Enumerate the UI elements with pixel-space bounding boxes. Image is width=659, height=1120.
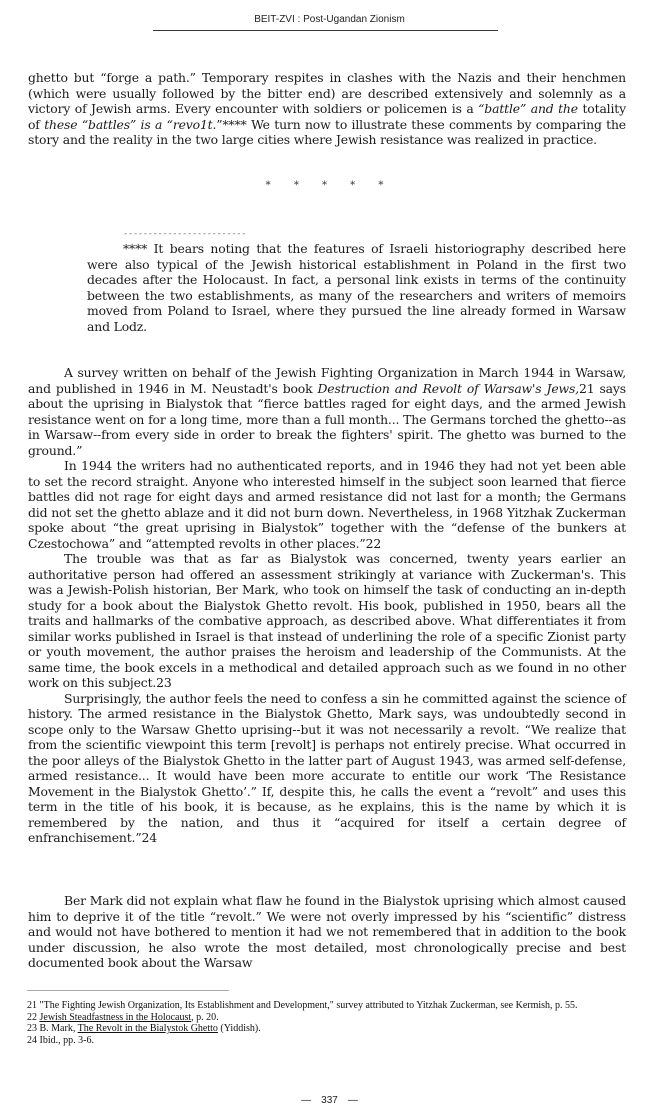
running-header-title: BEIT-ZVI : Post-Ugandan Zionism [254,14,405,25]
paragraph: Ber Mark did not explain what flaw he found in the Bialystok uprising which almost caused him to deprive it of the title “revolt.” We were not overly impressed by his “scientific” distress and would not have bothered to mention it had we not remembered that in addition to the book under discussion, he also wrote the most detailed, most chronologically precise and best documented book about the Warsaw [28,893,626,970]
footnote-separator [27,990,229,991]
section-break-ornament: * * * * * [265,180,394,191]
footnote-number: 24 [27,1034,37,1046]
note-separator: ------------------------- [123,229,246,239]
main-text [28,365,626,846]
text-run: ”**** We turn now to illustrate these comments by comparing the story and the reality in the two large cities where Jewish resistance was realized in practice. [28,116,626,147]
text-run: ghetto but “forge a path.” Temporary respites in clashes with the Nazis and their henchmen (which were usually followed by the bitter end) are described extensively and solemnly as a victory of Jewish arms. Every encounter with soldiers or policemen is a [28,70,626,116]
footnote-book-title: The Revolt in the Bialystok Ghetto [77,1023,218,1035]
footnote-text: , p. 20. [191,1011,219,1023]
text-run: 21 says about the uprising in Bialystok that “fierce battles raged for eight days, and the armed Jewish resistance went on for a long time, more than a full month... The Germans torched the ghetto--as in Warsaw--from every side in order to break the fighters' spirit. The ghetto was burned to the ground.” [28,380,626,458]
italic-run: “battle” and the [478,101,578,116]
author-note-text: **** It bears noting that the features of Israeli historiography described here were also typical of the Jewish historical establishment in Poland in the first two decades after the Holocaust. In fact, a personal link exists in terms of the continuity between the two establishments, as many of the researchers and writers of memoirs moved from Poland to Israel, where they pursued the line already formed in Warsaw and Lodz. [87,241,626,334]
paragraph: In 1944 the writers had no authenticated reports, and in 1946 they had not yet been able to set the record straight. Anyone who interested himself in the subject soon learned that fierce battles did not rage for eight days and armed resistance did not last for a month; the Germans did not set the ghetto ablaze and it did not burn down. Nevertheless, in 1968 Yitzhak Zuckerman spoke about “the great uprising in Bialystok” together with the “defense of the bunkers at Czestochowa” and “attempted revolts in other places.”22 [28,458,626,551]
footnote-text: Ibid., pp. 3-6. [37,1034,94,1046]
footnote [27,1012,637,1024]
page-number-footer [0,1095,659,1106]
paragraph: The trouble was that as far as Bialystok was concerned, twenty years earlier an authoritative person had offered an assessment strikingly at variance with Zuckerman's. This was a Jewish-Polish historian, Ber Mark, who took on himself the task of conducting an in-depth study for a book about the Bialystok Ghetto revolt. His book, published in 1950, bears all the traits and hallmarks of the combative approach, as described above. What differentiates it from similar works published in Israel is that instead of underlining the role of a specific Zionist party or youth movement, the author praises the heroism and leadership of the Communists. At the same time, the book excels in a methodical and detailed approach such as we found in no other work on this subject.23 [28,551,626,690]
footnote-text: B. Mark, [37,1023,78,1035]
footnote-text: "The Fighting Jewish Organization, Its Establishment and Development," survey attributed to Yitzhak Zuckerman, see Kermish, p. 55. [37,1000,578,1011]
author-note [87,241,626,334]
dash-ornament: — [347,1095,358,1106]
footnote [27,1000,637,1012]
footnote-text: (Yiddish). [217,1023,261,1035]
header-rule [153,30,498,31]
footnotes [27,1000,637,1046]
paragraph: Surprisingly, the author feels the need to confess a sin he committed against the science of history. The armed resistance in the Bialystok Ghetto, Mark says, was undoubtedly second in scope only to the Warsaw Ghetto uprising--but it was not necessarily a revolt. “We realize that from the scientific viewpoint this term [revolt] is perhaps not entirely precise. What occurred in the poor alleys of the Bialystok Ghetto in the latter part of August 1943, was armed self-defense, armed resistance... It would have been more accurate to entitle our work ‘The Resistance Movement in the Bialystok Ghetto’.” If, despite this, he calls the event a “revolt” and uses this term in the title of his book, it is because, as he explains, this is the name by which it is remembered by the nation, and thus it “acquired for itself a certain degree of enfranchisement.”24 [28,690,626,845]
page-number: 337 [321,1095,338,1106]
main-text-continued [28,893,626,971]
text-run: A survey written on behalf of the Jewish Fighting Organization in March 1944 in Warsaw, and published in 1946 in M. Neustadt's book [28,365,626,396]
book-title-italic: Destruction and Revolt of Warsaw's Jews, [317,380,579,396]
italic-run: these “battles” is a “revo1t. [44,116,217,132]
footnote [27,1023,637,1035]
footnote-number: 21 [27,1000,37,1011]
paragraph-text [28,70,626,148]
paragraph [28,365,626,458]
footnote-number: 22 [27,1011,37,1023]
text-run: totality of [28,101,626,132]
dash-ornament: — [301,1095,312,1106]
footnote-book-title: Jewish Steadfastness in the Holocaust [39,1011,192,1023]
paragraph-continued [28,70,626,148]
footnote [27,1035,637,1047]
footnote-number: 23 [27,1023,37,1035]
